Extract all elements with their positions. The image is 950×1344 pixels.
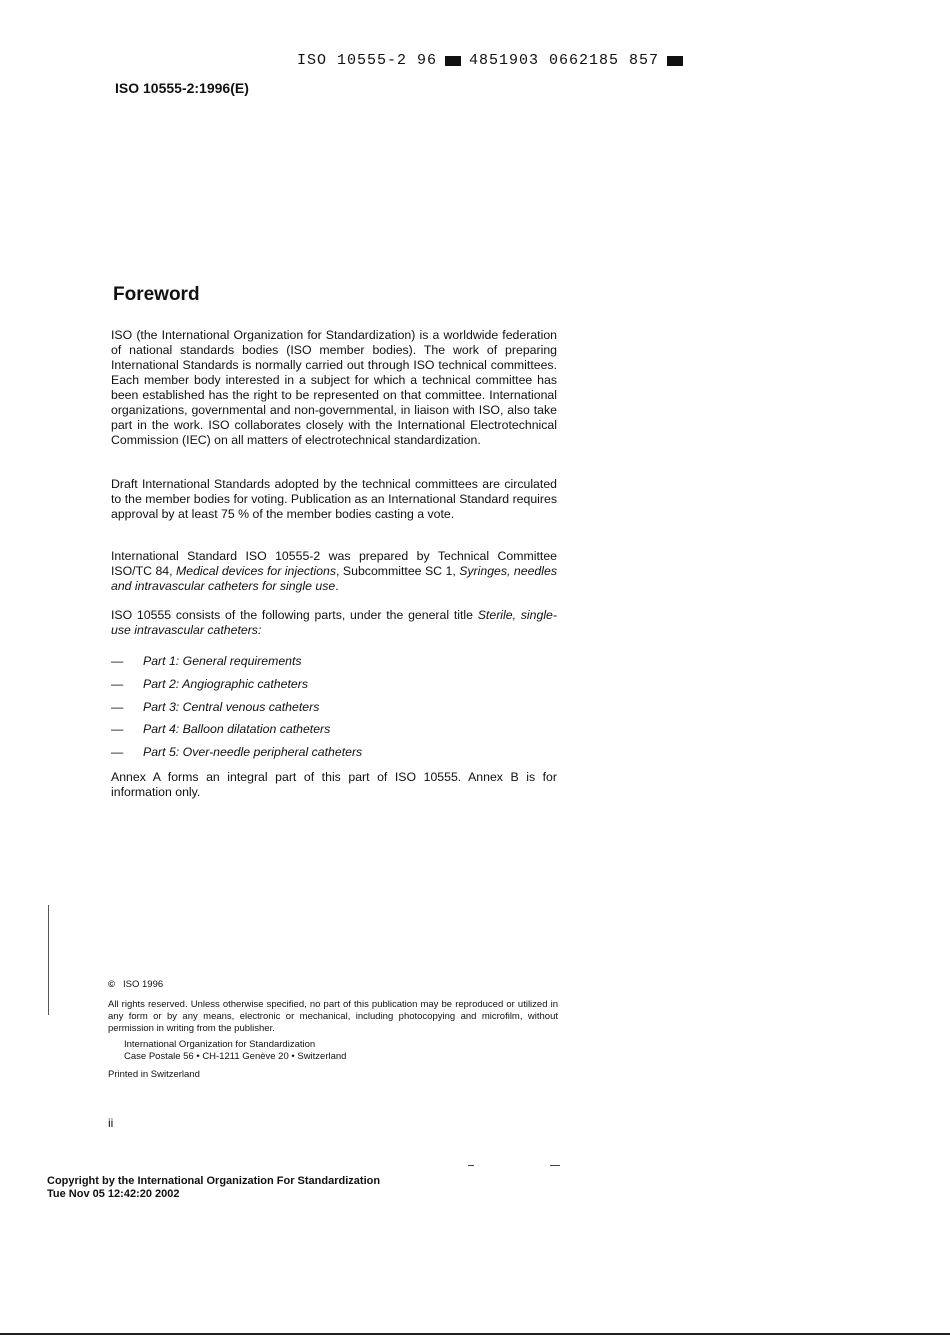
- copyright-icon: ©: [108, 979, 115, 990]
- list-dash: —: [111, 745, 124, 760]
- part-label: Part 3: Central venous catheters: [143, 699, 320, 714]
- document-id: ISO 10555-2:1996(E): [115, 80, 249, 96]
- scan-mark: [468, 1165, 474, 1166]
- copyright-block: [108, 979, 558, 1081]
- list-dash: —: [111, 722, 124, 737]
- copyright-line: [108, 979, 558, 991]
- p4-lead: ISO 10555 consists of the following parts, under the general title: [111, 608, 478, 622]
- barcode-prefix: ISO 10555-2 96: [297, 52, 438, 69]
- p3-end: .: [335, 579, 339, 593]
- barcode-header: [297, 52, 683, 69]
- part-label: Part 5: Over-needle peripheral catheters: [143, 745, 363, 760]
- sc-title: Syringes, needles and intravascular catheters for single use: [111, 564, 557, 593]
- p3-lead: International Standard ISO 10555-2 was prepared by Technical Committee ISO/TC 84,: [111, 549, 557, 578]
- list-dash: —: [111, 654, 124, 669]
- rights-statement: All rights reserved. Unless otherwise specified, no part of this publication may be reproduced or utilized in any form or by any means, electronic or mechanical, including photocopying and microfilm, without permission in writing from the publisher.: [108, 999, 558, 1034]
- footer: [47, 1175, 380, 1201]
- scan-mark: [550, 1165, 560, 1166]
- footer-copyright: Copyright by the International Organization For Standardization: [47, 1175, 381, 1187]
- bottom-rule: [0, 1333, 950, 1335]
- list-item: [111, 673, 557, 696]
- foreword-paragraph-1: ISO (the International Organization for Standardization) is a worldwide federation of national standards bodies (ISO member bodies). The work of preparing International Standards is normally carried out through ISO technical committees. Each member body interested in a subject for which a technical committee has been established has the right to be represented on that committee. International organizations, governmental and non-governmental, in liaison with ISO, also take part in the work. ISO collaborates closely with the International Electrotechnical Commission (IEC) on all matters of electrotechnical standardization.: [111, 328, 557, 447]
- p3-mid: , Subcommittee SC 1,: [336, 564, 460, 578]
- list-item: [111, 695, 557, 718]
- parts-list: [111, 650, 557, 763]
- footer-timestamp: Tue Nov 05 12:42:20 2002: [47, 1188, 180, 1200]
- barcode-block-icon: [667, 56, 683, 66]
- barcode-number: 4851903 0662185 857: [469, 52, 660, 69]
- list-dash: —: [111, 699, 124, 714]
- foreword-paragraph-5: Annex A forms an integral part of this part of ISO 10555. Annex B is for information only.: [111, 770, 557, 799]
- page-title: Foreword: [113, 284, 200, 305]
- part-label: Part 1: General requirements: [143, 654, 302, 669]
- page-number: ii: [108, 1116, 114, 1130]
- list-item: [111, 650, 557, 673]
- part-label: Part 4: Balloon dilatation catheters: [143, 722, 331, 737]
- tc-title: Medical devices for injections: [176, 564, 337, 578]
- general-title: Sterile, single-use intravascular catheters: [111, 608, 557, 637]
- p4-end: :: [257, 623, 262, 637]
- copyright-year: ISO 1996: [123, 979, 164, 990]
- printed-in: Printed in Switzerland: [108, 1069, 200, 1080]
- barcode-block-icon: [445, 56, 461, 66]
- foreword-paragraph-3: [111, 549, 557, 594]
- list-item: [111, 741, 557, 764]
- foreword-paragraph-2: Draft International Standards adopted by the technical committees are circulated to the member bodies for voting. Publication as an International Standard requires approval by at least 75 % of the member bodies casting a vote.: [111, 477, 557, 521]
- part-label: Part 2: Angiographic catheters: [143, 677, 308, 692]
- margin-mark: [48, 905, 49, 1015]
- list-item: [111, 718, 557, 741]
- org-name: International Organization for Standardization: [124, 1039, 316, 1050]
- foreword-paragraph-4: [111, 608, 557, 638]
- org-address: Case Postale 56 • CH-1211 Genève 20 • Switzerland: [124, 1051, 347, 1062]
- list-dash: —: [111, 677, 124, 692]
